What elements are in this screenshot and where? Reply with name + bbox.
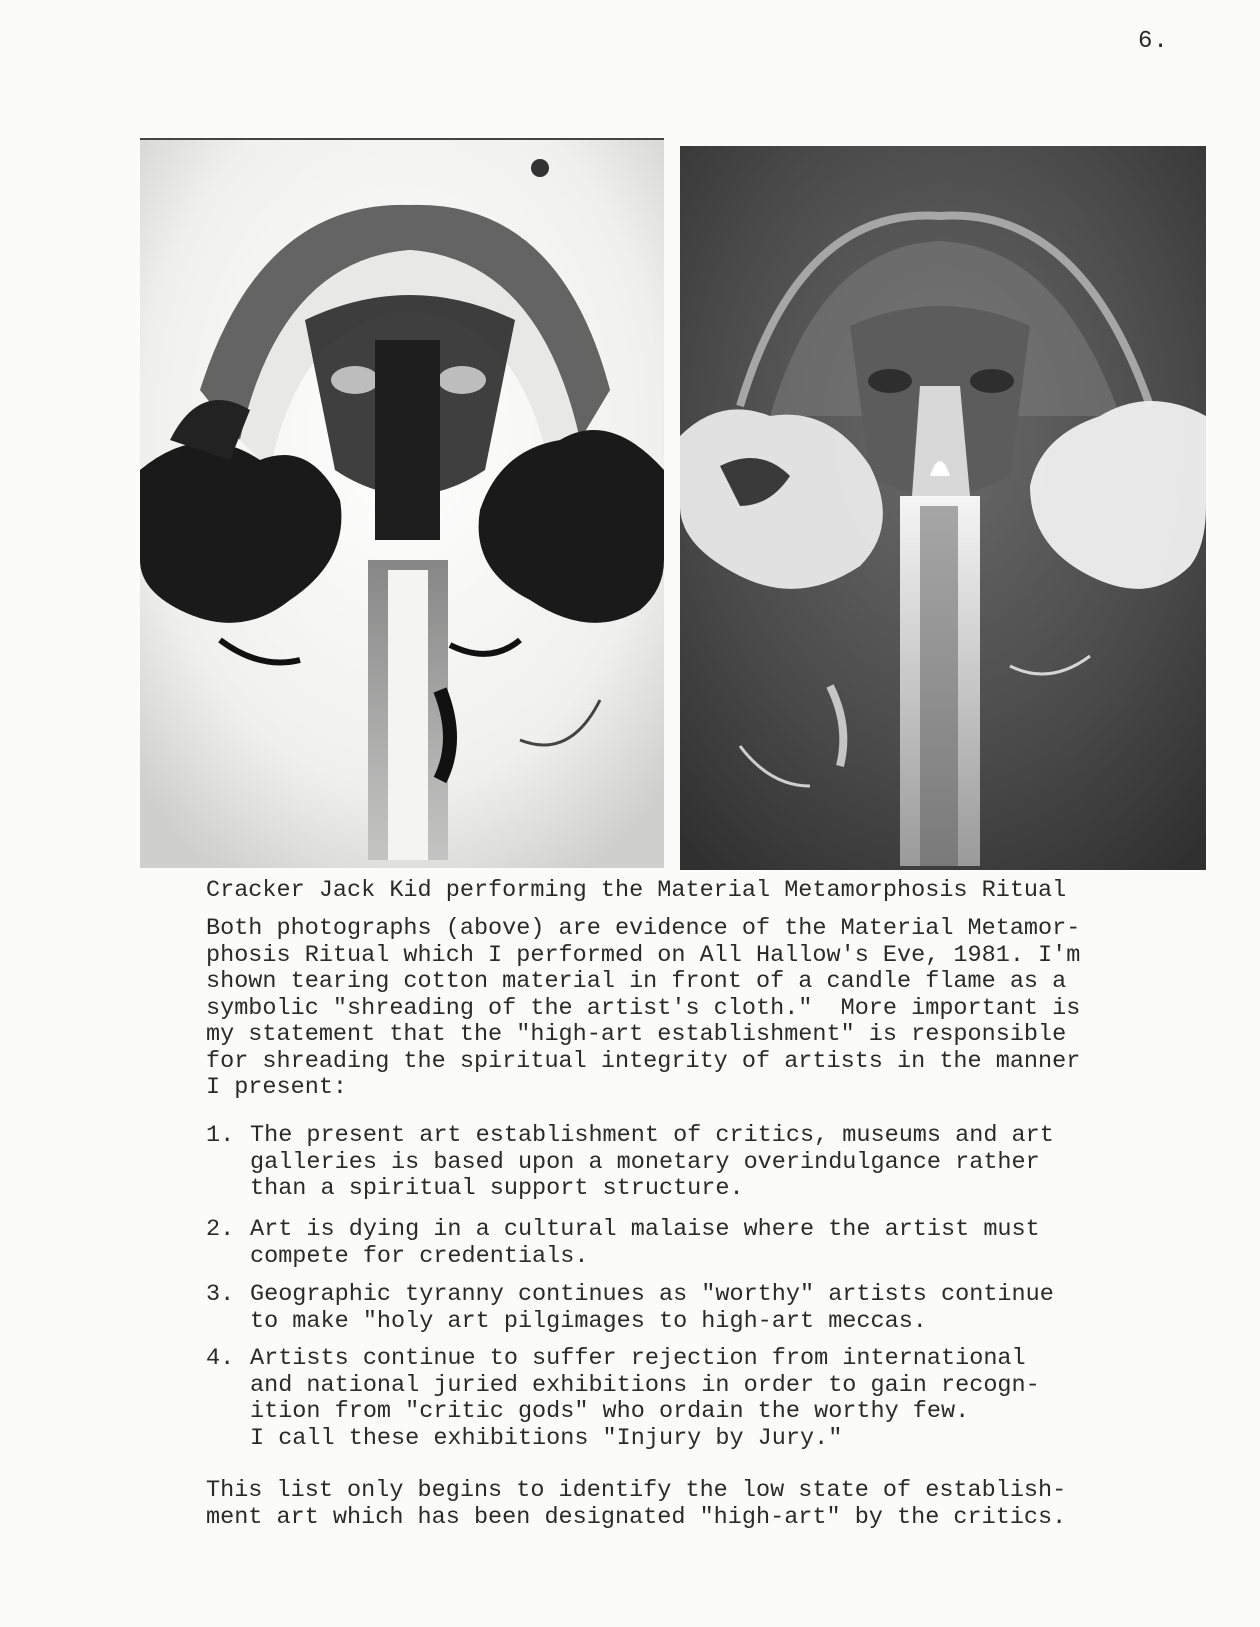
photo-negative bbox=[140, 138, 664, 868]
list-item-number: 1. bbox=[206, 1122, 235, 1149]
list-item-number: 4. bbox=[206, 1345, 235, 1372]
list-item-text: Geographic tyranny continues as "worthy" artists continue to make "holy art pilgimages to high-art meccas. bbox=[250, 1281, 1054, 1335]
page-number: 6. bbox=[1138, 28, 1169, 55]
list-item-number: 3. bbox=[206, 1281, 235, 1308]
positive-photo-icon bbox=[680, 146, 1206, 870]
list-item-text: The present art establishment of critics, museums and art galleries is based upon a monetary overindulgance rather than a spiritual support structure. bbox=[250, 1122, 1054, 1202]
photo-caption: Cracker Jack Kid performing the Material Metamorphosis Ritual bbox=[206, 877, 1067, 904]
intro-paragraph: Both photographs (above) are evidence of the Material Metamor- phosis Ritual which I performed on All Hallow's Eve, 1981. I'm shown tearing cotton material in front of a candle flame as a symbolic "shreading of the artist's cloth." More important is my statement that the "high-art establishment" is responsible for shreading the spiritual integrity of artists in the manner I present: bbox=[206, 915, 1081, 1101]
list-item-number: 2. bbox=[206, 1216, 235, 1243]
list-item-text: Art is dying in a cultural malaise where the artist must compete for credentials. bbox=[250, 1216, 1040, 1270]
photo-positive bbox=[680, 146, 1206, 870]
list-item-text: Artists continue to suffer rejection from international and national juried exhibitions in order to gain recogn- ition from "critic gods" who ordain the worthy few. I call these exhibitions "Injury by Jury." bbox=[250, 1345, 1040, 1452]
negative-photo-icon bbox=[140, 140, 664, 868]
closing-paragraph: This list only begins to identify the low state of establish- ment art which has been designated "high-art" by the critics. bbox=[206, 1477, 1067, 1531]
